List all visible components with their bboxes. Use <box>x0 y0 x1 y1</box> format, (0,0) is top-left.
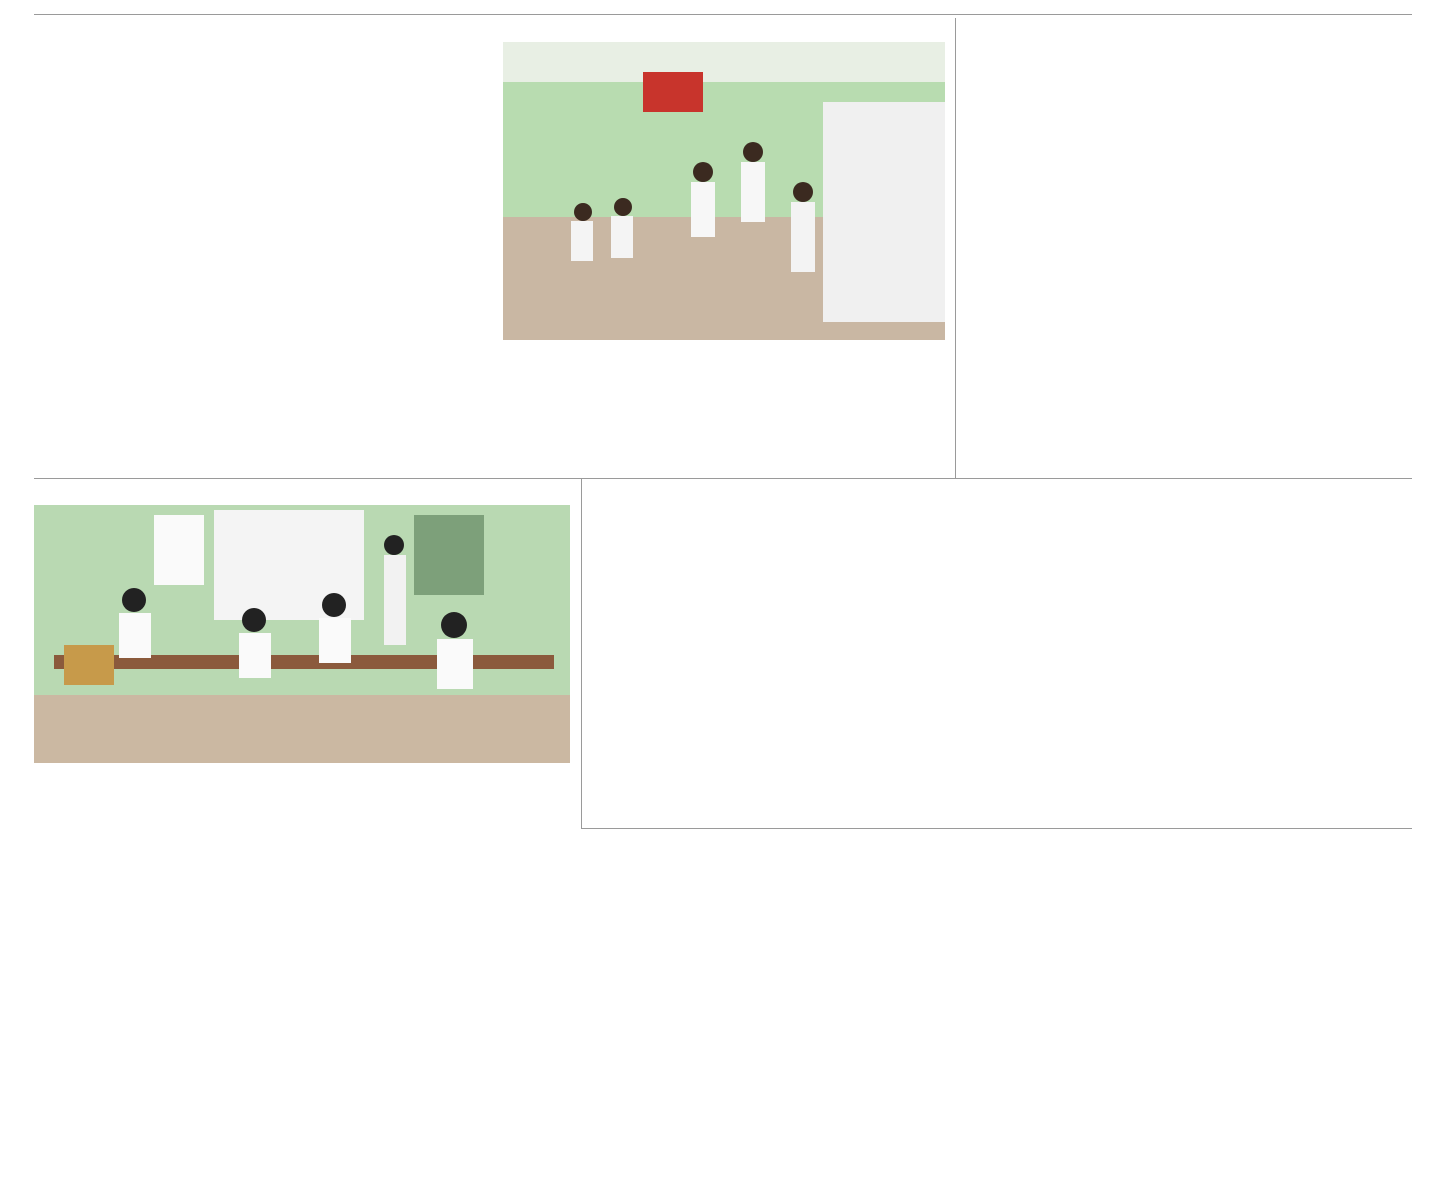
divider-middle-horizontal <box>34 478 1412 479</box>
article-4 <box>34 766 574 1194</box>
divider-lower-horizontal <box>581 828 1412 829</box>
divider-middle-vertical <box>581 478 582 828</box>
article-5-body-columns <box>590 849 1412 851</box>
article-5 <box>590 845 1412 1193</box>
divider-top-vertical <box>955 18 956 478</box>
article-1 <box>36 40 496 476</box>
article-2 <box>964 40 1412 476</box>
distribution-hall-photo <box>503 42 945 340</box>
top-rule <box>34 14 1412 15</box>
article-3-body-columns <box>590 507 1412 508</box>
article-3 <box>590 503 1412 825</box>
article-1-body-columns <box>36 54 496 56</box>
classroom-training-photo <box>34 505 570 763</box>
article-1-continued <box>503 344 945 478</box>
